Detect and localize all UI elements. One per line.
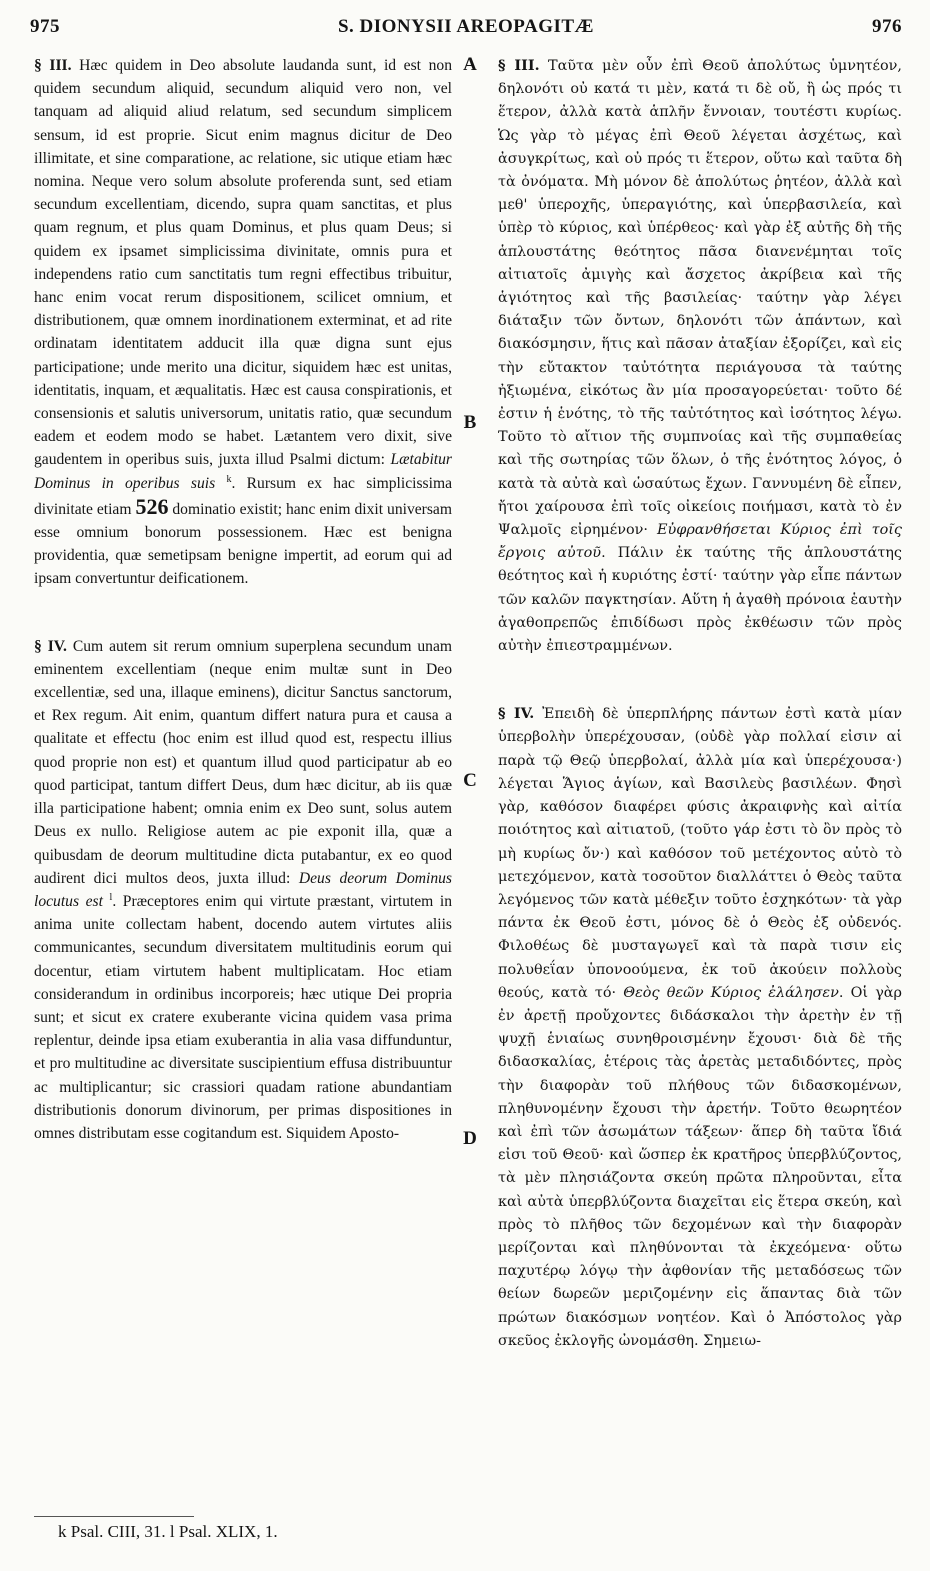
- section-number: § III.: [498, 57, 540, 74]
- body-text: . Πάλιν ἐκ ταύτης τῆς ἁπλουστάτης θεότητος καὶ ἡ κυριότης ἐστί· ταύτην γὰρ εἶπε πάντων τῶν καλῶν παγκτησίαν. Αὕτη ἡ ἀγαθὴ πρόνοια ἑαυτὴν ἀγαθοπρεπῶς ἐπιδίδωσι πρὸς ἐκθέωσιν τῶν πρὸς αὐτὴν ἐπιεστραμμένων.: [498, 545, 902, 655]
- section-number: § IV.: [34, 637, 67, 655]
- latin-column: [34, 54, 452, 1509]
- greek-column: [498, 54, 902, 1509]
- page-number-right: 976: [872, 16, 902, 37]
- body-text: . Οἱ γὰρ ἐν ἀρετῇ προὔχοντες διδάσκαλοι τὴν ἀρετὴν ἐν τῇ ψυχῇ ἑνιαίως συνηθροισμένην ἔχουσι· διὰ δὲ τῆς διδασκαλίας, ἑτέροις τὰς ἀρετὰς μεταδιδόντες, πρὸς τὴν διαφορὰν τοῦ πλήθους τῶν διδασκομένων, πληθυνομένην ἔχουσι τὴν ἀρετήν. Τοῦτο θεωρητέον καὶ ἐπὶ τῶν ἀσωμάτων τάξεων· ἅπερ δὴ ταῦτα ἴδιά εἰσι τοῦ Θεοῦ· καὶ ὥσπερ ἐκ κρατῆρος ὑπερβλύζοντος, τὰ μὲν πλησιάζοντα σκεύη πρῶτα πληροῦνται, εἶτα καὶ αὐτὰ ὑπερβλύζοντα διαχεῖται εἰς ἕτερα σκεύη, καὶ πρὸς τὸ πλῆθος τῶν δεχομένων καὶ τὴν διαφορὰν μερίζονται καὶ πληθύνονται τὰ ἐκχεόμενα· οὕτω παχυτέρῳ λόγῳ τὴν ἀφθονίαν τῆς μεταδόσεως τῶν θείων δωρεῶν μεριζομένην εἰς ἅπαντας διὰ τῶν πρώτων διακόσμων νοητέον. Καὶ ὁ Ἀπόστολος γὰρ σκεῦος ἐκλογῆς ὠνομάσθη. Σημειω-: [498, 984, 902, 1349]
- latin-section-3: [34, 54, 452, 591]
- running-title: S. DIONYSII AREOPAGITÆ: [337, 16, 595, 37]
- body-text: . Præceptores enim qui virtute præstant, virtutem in anima unite collectam habent, docendo autem virtutes aliis communicantes, secundum diversitatem multitudinis eorum qui docentur, etiam virtutem habent multiplicatam. Hoc etiam considerandum in ordinibus incorporeis; hæc utique Dei propria sunt; et sicut ex cratere exuberante vicina quidem vasa prima replentur, deinde ipsa etiam exuberantia in alia vasa diffunduntur, et pro multitudine ac diversitate suscipientium effusa distribuuntur ac multiplicantur; sic crassiori quadam ratione abundantiam distributionis donorum divinorum, per primas dispositiones in omnes distributam esse cogitandum est. Siquidem Aposto-: [34, 892, 452, 1142]
- latin-section-4: [34, 635, 452, 1145]
- page-header: [30, 16, 902, 46]
- body-text: Cum autem sit rerum omnium superplena secundum unam eminentem excellentiam (neque enim multæ sunt in Deo excellentiæ, sed una, illaque eminens), dicitur Sanctus sanctorum, et Rex regum. Ait enim, quantum differt natura pura et causa a qualitate et effectu (hoc enim est illud quod est, respectu illius quod proprie non est) et quantum illud quod participatur ab eo quod participat, tantum differt Deus, dum hæc dicitur, ab iis quæ illa participatione habent; omnia enim ex Deo sunt, solus autem Deus ex nullo. Religiose autem ac pie exponit illa, quæ a quibusdam de deorum multitudine dicta putabantur, ex eo quod audirent dici multos deos, juxta illud:: [34, 637, 452, 887]
- greek-section-4: [498, 702, 902, 1353]
- body-text: Hæc quidem in Deo absolute laudanda sunt, id est non quidem secundum aliquid, secundum aliquid vero non, vel tanquam ad aliquid aliud relatum, sed secundum simplicem sensum, id est proprie. Sicut enim magnus dicitur de Deo illimitate, et sine comparatione, ac relatione, sic utique etiam hæc nomina. Neque vero solum absolute proferenda sunt, sed etiam secundum excellentiam, dicendo, supra quam sanctitas, et plus quam regnum, et plus quam Dominus, et plus quam Deus; si quidem ex ipsamet simplicissima divinitate, omnis pura et independens ratio cum sanctitatis tum regni effectibus tribuitur, hanc enim vocat rerum dispositionem, scilicet omnium, et distributionem, quæ omnem inordinationem exterminat, et ad rite ordinatam identitatem adducit illa quæ digna sunt ejus participatione; unde merito una dicitur, siquidem hæc est unitas, identitatis, inquam, et æqualitatis. Hæc est causa conspirationis, et consensionis et salutis universorum, unitatis ratio, quæ secundum eadem et eodem modo se habet. Lætantem vero dixit, sive gaudentem in operibus suis, juxta illud Psalmi dictum:: [34, 57, 452, 469]
- section-number: § IV.: [498, 705, 535, 723]
- body-text: Ταῦτα μὲν οὖν ἐπὶ Θεοῦ ἀπολύτως ὑμνητέον, δηλονότι οὐ κατά τι μὲν, κατά τι δὲ οὔ, ἢ ὡς πρός τι ἕτερον, ἀλλὰ κατὰ ἁπλῆν ἔννοιαν, τουτέστι κυρίως. Ὡς γὰρ τὸ μέγας ἐπὶ Θεοῦ λέγεται ἀσχέτως, καὶ ἀσυγκρίτως, καὶ οὐ πρός τι ἕτερον, οὕτω καὶ ταῦτα δὴ τὰ ὀνόματα. Μὴ μόνον δὲ ἀπολύτως ῥητέον, ἀλλὰ καὶ μεθ' ὑπεροχῆς, ὑπεραγιότης, καὶ ὑπερβασιλεία, καὶ ὑπὲρ τὸ κύριος, καὶ ὑπέρθεος· καὶ γὰρ ἐξ αὐτῆς δὴ τῆς ἁπλουστάτης θεότητος πᾶσα διανενέμηται τοῖς αἰτιατοῖς ἀμιγὴς καὶ ἄσχετος ἀκρίβεια καὶ τῆς ἁγιότητος καὶ τῆς βασιλείας· ταύτην γὰρ λέγει διάταξιν τῶν ὄντων, δηλονότι τῶν ἁπάντων, καὶ διακόσμησιν, ἥτις καὶ πᾶσαν ἀταξίαν ἐξορίζει, καὶ εἰς τὴν εὔτακτον ταὐτότητα περιάγουσα τὰ ταύτης ἠξιωμένα, εἰκότως ἂν μία προσαγορεύεται· τοῦτο δέ ἐστιν ἡ ἑνότης, τὸ τῆς ταὐτότητος καὶ ἰσότητος λέγω. Τοῦτο τὸ αἴτιον τῆς συμπνοίας καὶ τῆς συμπαθείας καὶ τῆς σωτηρίας τῶν ὅλων, ὁ τῆς ἑνότητος λόγος, ὁ κατὰ τὰ αὐτὰ καὶ ὡσαύτως ἔχων. Γαννυμένη δὲ εἶπεν, ἤτοι χαίρουσα ἐπὶ τοῖς οἰκείοις ποιήμασι, κατὰ τὸ ἐν Ψαλμοῖς εἰρημένον·: [498, 58, 902, 539]
- body-text: Ἐπειδὴ δὲ ὑπερπλήρης πάντων ἐστὶ κατὰ μίαν ὑπερβολὴν ὑπερέχουσαν, (οὐδὲ γὰρ πολλαί εἰσιν αἱ παρὰ τῷ Θεῷ ὑπερβολαί, ἀλλὰ μία καὶ ὑπερέχουσα·) λέγεται Ἅγιος ἁγίων, καὶ Βασιλεὺς βασιλέων. Φησὶ γὰρ, καθόσον διαφέρει φύσις ἀκραιφνὴς καὶ αἰτία ποιότητος καὶ αἰτιατοῦ, (τοῦτο γάρ ἐστι τὸ ὂν πρὸς τὸ μὴ κυρίως ὄν·) καὶ καθόσον τοῦ μετέχοντος αὐτὸ τὸ μετεχόμενον, κατὰ τοσοῦτον διαλλάττει ὁ Θεὸς ταῦτα λεγόμενος τῶν κατὰ μέθεξιν τοῦτο ἐσχηκότων· τὰ γὰρ πάντα ἐκ Θεοῦ ἐστι, μόνος δὲ ὁ Θεὸς ἐξ οὐδενός. Φιλοθέως δὲ μυσταγωγεῖ καὶ τὰ παρὰ τισιν εἰς πολυθεΐαν ὑπονοούμενα, ἐκ τοῦ ἀκούειν πολλοὺς θεούς, κατὰ τό·: [498, 706, 902, 1001]
- footnotes: k Psal. CIII, 31. l Psal. XLIX, 1.: [58, 1522, 278, 1541]
- psalm-quote: Θεὸς θεῶν Κύριος ἐλάλησεν: [623, 984, 839, 1001]
- body-text: . Rursum ex hac simplicissima divinitate etiam: [34, 474, 452, 518]
- psalm-quote: Deus deorum Dominus locutus est: [34, 869, 452, 910]
- section-number: § III.: [34, 57, 72, 74]
- margin-marker-d: D: [463, 1128, 477, 1149]
- margin-marker-a: A: [463, 54, 477, 75]
- body-text: dominatio existit; hanc enim dixit universam esse omnium bonorum possessionem. Hæc est benigna providentia, quæ semetipsam benigne impertit, ad eorum qui ad ipsam convertuntur deificationem.: [34, 500, 452, 588]
- psalm-quote: Lætabitur Dominus in operibus suis: [34, 451, 452, 492]
- margin-marker-b: B: [463, 412, 477, 433]
- footnote-ref: k: [226, 473, 232, 485]
- page-number-left: 975: [30, 16, 60, 37]
- margin-marker-c: C: [463, 770, 477, 791]
- psalm-quote: Εὐφρανθήσεται Κύριος ἐπὶ τοῖς ἔργοις αὐτοῦ: [498, 522, 902, 562]
- footnote-rule: [34, 1516, 194, 1517]
- footnote-ref: l: [109, 891, 113, 903]
- greek-section-3: [498, 54, 902, 658]
- edition-page-number: 526: [135, 493, 169, 519]
